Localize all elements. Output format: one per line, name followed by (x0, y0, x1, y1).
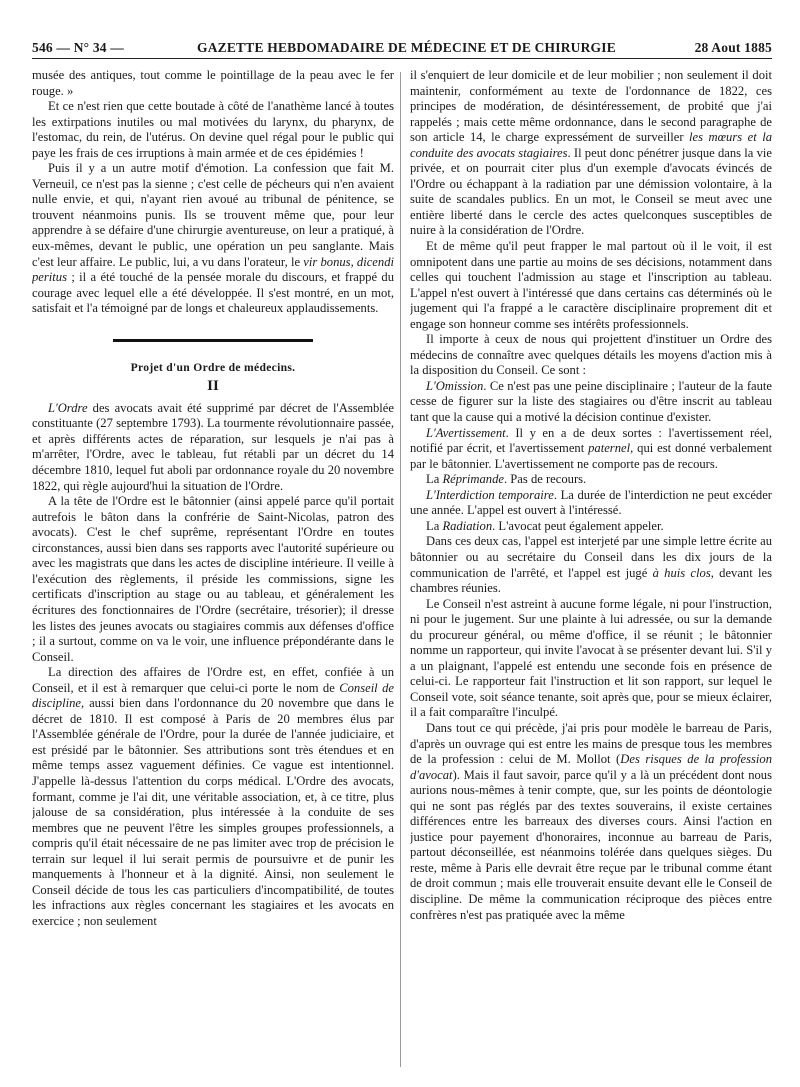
paragraph: Puis il y a un autre motif d'émotion. La confession que fait M. Verneuil, ce n'est pas la sienne ; c'est celle de pécheurs qui n'en avaient nulle envie, et qui, n'ayant rien avoué au tribunal de pénitence, se trouvent néanmoins punis. Ils se trouvent même que, pour leur apprendre à se défaire d'une chirurgie aventureuse, on leur a pratiqué, à eux-mêmes, devant le public, une opération un peu sanglante. Mais c'est leur affaire. Le public, lui, a vu dans l'orateur, le vir bonus, dicendi peritus ; il a été touché de la pensée morale du discours, et frappé du courage avec lequel elle a été développée. Il s'est montré, en un mot, satisfait et l'a témoigné par de longs et chaleureux applaudissements. (32, 161, 394, 316)
emphasis: Conseil de discipline (32, 680, 394, 711)
emphasis: L'Avertissement (426, 425, 506, 440)
list-item: La Réprimande. Pas de recours. (426, 472, 587, 487)
paragraph: il s'enquiert de leur domicile et de leur mobilier ; non seulement il doit maintenir, conformément au texte de l'ordonnance de 1822, ces principes de modération, de désintéressement, de probité que j'ai rappelés ; mais cette même ordonnance, dans le second paragraphe de son article 14, le charge expressément de surveiller les mœurs et la conduite des avocats stagiaires. Il peut donc pénétrer jusque dans la vie privée, et on pourrait citer plus d'un exemple d'avocats évincés de l'Ordre ou échappant à la radiation par une démission volontaire, à la suite de scandales publics. En un mot, le Conseil se meut avec une entière liberté dans le cercle des actes quelconques susceptibles de nuire à la considération de l'Ordre. (410, 68, 772, 238)
running-header (32, 32, 772, 59)
journal-title: GAZETTE HEBDOMADAIRE DE MÉDECINE ET DE CHIRURGIE (197, 40, 616, 55)
right-column (410, 68, 772, 1068)
paragraph: Et de même qu'il peut frapper le mal partout où il le voit, il est omnipotent dans une partie au moins de ses décisions, notamment dans celles qui touchent l'admission au stage et l'inscription au tableau. L'appel n'est ouvert à l'intéressé que dans certains cas déterminés où le jugement qui l'a frappé a le caractère disciplinaire proprement dit et engage son honneur comme ses intérêts professionnels. (410, 239, 772, 331)
paragraph: La direction des affaires de l'Ordre est, en effet, confiée à un Conseil, et il est à remarquer que celui-ci porte le nom de Conseil de discipline, aussi bien dans l'ordonnance du 20 novembre que dans le décret de 1810. Il est composé à Paris de 20 membres élus par l'Assemblée générale de l'Ordre, pour la durée de l'année judiciaire, et est présidé par le bâtonnier. Ses attributions sont très étendues et en même temps assez vaguement définies. Ce vague est intentionnel. J'appelle là-dessus l'attention du corps médical. L'Ordre des avocats, formant, comme je l'ai dit, une véritable association, et, à ce titre, plus jalouse de sa considération, plus intéressée à la conduite de ses membres que ne peuvent l'être les simples groupes professionnels, a compris qu'il était nécessaire de ne pas limiter avec trop de précision le terrain sur lequel il lui serait permis de poursuivre et de punir les manquements à l'honneur et à la dignité. Ainsi, non seulement le Conseil décide de tous les cas particuliers d'incompatibilité, de toutes les infractions aux règles concernant les stagiaires et les avocats en exercice ; non seulement (32, 665, 394, 928)
emphasis: L'Ordre (48, 400, 88, 415)
paragraph: Dans tout ce qui précède, j'ai pris pour modèle le barreau de Paris, d'après un ouvrage qui est entre les mains de presque tous les membres de la profession : celui de M. Mollot (Des risques de la profession d'avocat). Mais il faut savoir, parce qu'il y a là un précédent dont nous aurions nous-mêmes à tenir compte, que, sur les points de déontologie qui ne sont pas réglés par des textes souverains, il existe certaines différences entre les barreaux des diverses cours. Ainsi l'action en justice pour payement d'honoraires, inconnue au barreau de Paris, partout déconseillée, est néanmoins tolérée dans quelques sièges. Du reste, même à Paris elle devrait être reçue par le tribunal comme étant de droit commun ; mais elle trouverait ensuite devant elle le Conseil de discipline. De même la communication réciproque des pièces entre confrères n'est pas pratiquée avec la même (410, 720, 772, 922)
emphasis: les mœurs et la conduite des avocats stagiaires (410, 130, 772, 160)
list-item: L'Avertissement. Il y en a de deux sortes : l'avertissement réel, notifié par écrit, et l'avertissement paternel, qui est donné verbalement par le bâtonnier. L'avertissement ne comporte pas de recours. (410, 425, 772, 471)
section-title: Projet d'un Ordre de médecins. (130, 360, 296, 374)
left-column (32, 68, 394, 1068)
emphasis: Radiation (442, 518, 493, 533)
paragraph: Et ce n'est rien que cette boutade à côté de l'anathème lancé à toutes les extirpations inutiles ou mal motivées du larynx, du pharynx, de l'estomac, du rein, de l'utérus. On devine quel régal pour le public qui paye les frais de ces irruptions à main armée et de ces épidémies ! (32, 99, 394, 160)
paragraph: Le Conseil n'est astreint à aucune forme légale, ni pour l'instruction, ni pour le jugement. Sur une plainte à lui adressée, ou sur la demande du procureur général, ou même d'office, il se réunit ; le bâtonnier nomme un rapporteur, qui invite l'avocat à se présenter devant lui. S'il y a un plaignant, l'appelé est entendu une seconde fois en présence de celui-ci. Le rapporteur fait l'instruction et lit son rapport, sur lequel le Conseil vote, soit séance tenante, soit après que, pour se mieux éclairer, il a fait comparaître l'inculpé. (410, 596, 772, 720)
column-divider (400, 72, 401, 1067)
emphasis: L'Omission (426, 378, 484, 393)
paragraph: musée des antiques, tout comme le pointillage de la peau avec le fer rouge. » (32, 68, 394, 98)
section-rule (113, 339, 313, 342)
emphasis: Réprimande (442, 472, 504, 487)
emphasis: L'Interdiction temporaire (426, 487, 554, 502)
issue-date: 28 Aout 1885 (694, 40, 772, 55)
paragraph: Dans ces deux cas, l'appel est interjeté par une simple lettre écrite au bâtonnier ou au secrétaire du Conseil dans les dix jours de la communication de l'arrêté, et l'appel est jugé à huis clos, devant les chambres réunies. (410, 534, 772, 596)
list-item: La Radiation. L'avocat peut également appeler. (426, 518, 664, 533)
emphasis: vir bonus, dicendi peritus (32, 254, 394, 285)
emphasis: Des risques de la profession d'avocat (410, 752, 772, 782)
page-number: 546 — N° 34 — (32, 40, 124, 55)
emphasis: paternel (588, 441, 631, 456)
paragraph: A la tête de l'Ordre est le bâtonnier (ainsi appelé parce qu'il portait autrefois le bâton dans la confrérie de Saint-Nicolas, patron des avocats). C'est le chef suprême, représentant l'Ordre en toutes circonstances, aussi bien dans ses rapports avec l'autorité supérieure ou avec les magistrats que dans les actes de discipline intérieure. Il veille à l'exécution des règlements, il préside les commissions, signe les certificats d'inscription au stage ou au tableau, et généralement les écritures des fonctionnaires de l'Ordre (secrétaire, trésorier); il dresse les listes des jeunes avocats ou stagiaires commis aux défenses d'office ; il a surtout, comme on va le voir, une influence prépondérante dans le Conseil. (32, 494, 394, 664)
section-number: II (207, 378, 219, 395)
paragraph: L'Ordre des avocats avait été supprimé par décret de l'Assemblée constituante (27 septembre 1793). La tourmente révolutionnaire passée, et après différents actes de réparation, sur lesquels je n'ai pas à m'arrêter, l'Ordre, avec le tableau, fut rétabli par un décret du 14 décembre 1810, lequel fut aboli par ordonnance royale du 20 novembre 1822, qui règle aujourd'hui la situation de l'Ordre. (32, 400, 394, 493)
paragraph: Il importe à ceux de nous qui projettent d'instituer un Ordre des médecins de connaître avec quelques détails les moyens d'action mis à la disposition du Conseil. Ce sont : (410, 332, 772, 378)
list-item: L'Omission. Ce n'est pas une peine disciplinaire ; l'auteur de la faute cesse de figurer sur la liste des stagiaires ou d'être inscrit au tableau tant que la cause qui a motivé la décision continue d'exister. (410, 378, 772, 425)
emphasis: à huis clos (652, 565, 711, 580)
list-item: L'Interdiction temporaire. La durée de l'interdiction ne peut excéder une année. L'appel est ouvert à l'intéressé. (410, 487, 772, 518)
